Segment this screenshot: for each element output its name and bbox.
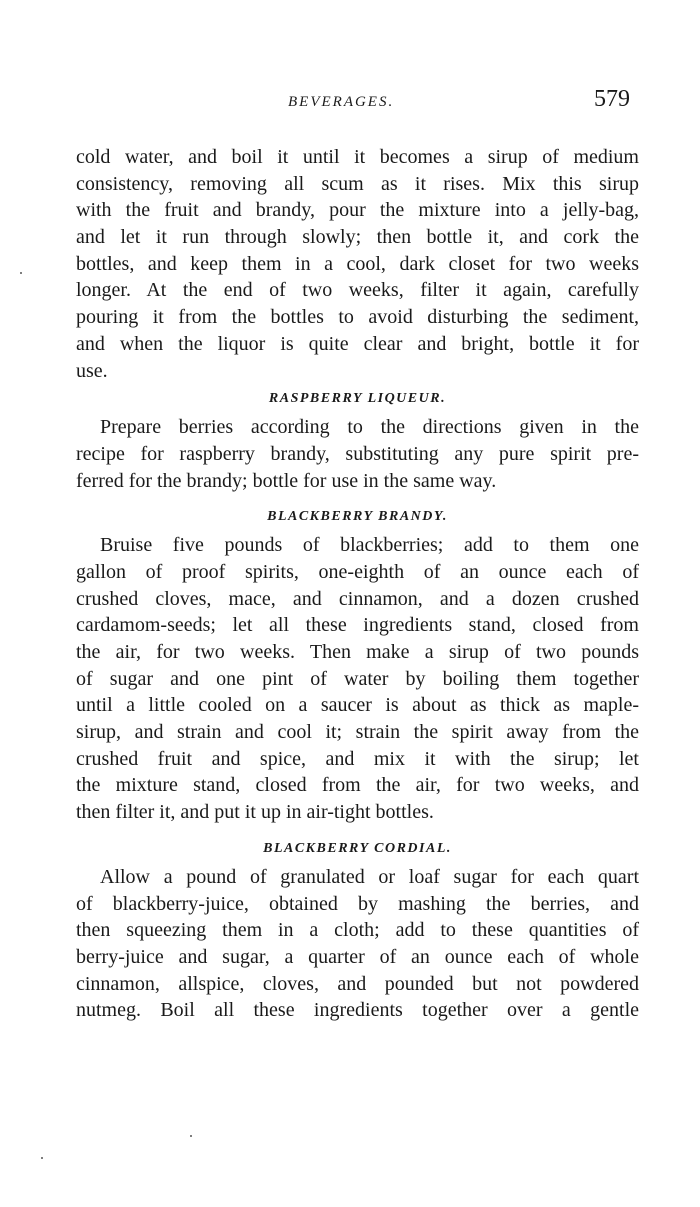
body-text — [76, 144, 639, 1024]
page-number: 579 — [594, 86, 630, 112]
text-line: and let it run through slowly; then bottle it, and cork the — [76, 226, 639, 249]
text-line: Prepare berries according to the directions given in the — [100, 416, 639, 439]
text-line: of sugar and one pint of water by boiling them together — [76, 667, 639, 690]
text-line: longer. At the end of two weeks, filter it again, carefully — [76, 279, 639, 302]
text-line: pouring it from the bottles to avoid disturbing the sediment, — [76, 306, 639, 329]
section-gap — [76, 826, 639, 834]
text-line: crushed fruit and spice, and mix it with the sirup; let — [76, 747, 639, 770]
text-line: Bruise five pounds of blackberries; add to them one — [100, 534, 639, 557]
section-blackberry-brandy — [76, 502, 639, 826]
section-gap — [76, 494, 639, 502]
text-line: until a little cooled on a saucer is about as thick as maple- — [76, 694, 639, 717]
section-blackberry-cordial — [76, 834, 639, 1024]
text-line: and when the liquor is quite clear and bright, bottle it for — [76, 332, 639, 355]
running-title: BEVERAGES. — [288, 94, 395, 110]
paragraph-continuation — [76, 144, 639, 384]
section-heading: BLACKBERRY CORDIAL. — [263, 840, 452, 856]
text-line: cold water, and boil it until it becomes a sirup of medium — [76, 146, 639, 168]
text-line: the mixture stand, closed from the air, for two weeks, and — [76, 774, 639, 797]
text-line: cardamom-seeds; let all these ingredients stand, closed from — [76, 614, 639, 637]
print-speck — [41, 1157, 43, 1159]
text-line: then squeezing them in a cloth; add to these quantities of — [76, 919, 639, 942]
text-line: the air, for two weeks. Then make a sirup of two pounds — [76, 641, 639, 663]
text-line: bottles, and keep them in a cool, dark closet for two weeks — [76, 252, 639, 275]
text-line: with the fruit and brandy, pour the mixture into a jelly-bag, — [76, 199, 639, 222]
text-line: ferred for the brandy; bottle for use in the same way. — [76, 469, 497, 492]
text-line: consistency, removing all scum as it rises. Mix this sirup — [76, 172, 639, 195]
running-head — [0, 86, 700, 122]
text-line: recipe for raspberry brandy, substituting any pure spirit pre- — [76, 442, 639, 465]
text-line: cinnamon, allspice, cloves, and pounded but not powdered — [76, 972, 639, 995]
print-speck — [20, 272, 22, 274]
text-line: berry-juice and sugar, a quarter of an ounce each of whole — [76, 945, 639, 968]
text-line: Allow a pound of granulated or loaf sugar for each quart — [100, 865, 639, 888]
text-line: use. — [76, 359, 108, 382]
print-speck — [190, 1135, 192, 1137]
section-heading: RASPBERRY LIQUEUR. — [268, 391, 447, 407]
text-line: then filter it, and put it up in air-tight bottles. — [76, 801, 434, 824]
text-line: gallon of proof spirits, one-eighth of an ounce each of — [76, 560, 639, 583]
text-line: crushed cloves, mace, and cinnamon, and a dozen crushed — [76, 587, 639, 610]
section-heading: BLACKBERRY BRANDY. — [267, 509, 448, 525]
text-line: sirup, and strain and cool it; strain the spirit away from the — [76, 721, 639, 744]
section-raspberry-liqueur — [76, 384, 639, 494]
text-line: of blackberry-juice, obtained by mashing the berries, and — [76, 892, 639, 915]
text-line: nutmeg. Boil all these ingredients together over a gentle — [76, 999, 639, 1022]
